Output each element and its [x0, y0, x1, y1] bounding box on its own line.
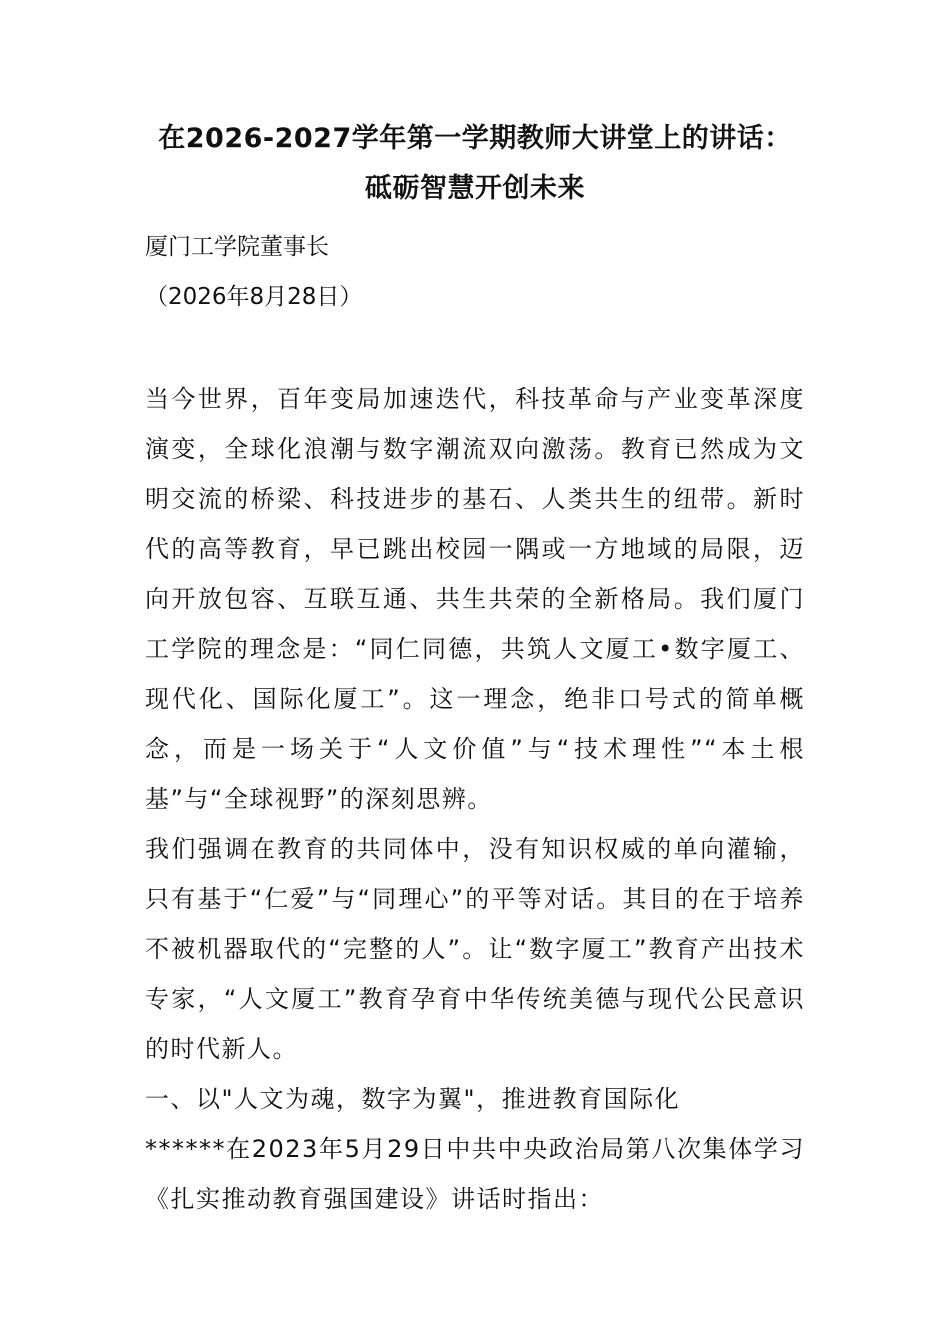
- body-paragraph-2: 我们强调在教育的共同体中，没有知识权威的单向灌输，只有基于“仁爱”与“同理心”的平等对话。其目的在于培养不被机器取代的“完整的人”。让“数字厦工”教育产出技术专家，“人文厦工”教育孕育中华传统美德与现代公民意识的时代新人。: [145, 835, 805, 1063]
- document-page: [145, 114, 805, 1224]
- date-line: （2026年8月28日）: [145, 284, 363, 310]
- body-paragraph-1: 当今世界，百年变局加速迭代，科技革命与产业变革深度演变，全球化浪潮与数字潮流双向激荡。教育已然成为文明交流的桥梁、科技进步的基石、人类共生的纽带。新时代的高等教育，早已跳出校园一隅或一方地域的局限，迈向开放包容、互联互通、共生共荣的全新格局。我们厦门工学院的理念是：“同仁同德，共筑人文厦工•数字厦工、现代化、国际化厦工”。这一理念，绝非口号式的简单概念，而是一场关于“人文价值”与“技术理性”“本土根基”与“全球视野”的深刻思辨。: [145, 385, 805, 813]
- author-line: 厦门工学院董事长: [145, 234, 329, 260]
- document-title: 在2026-2027学年第一学期教师大讲堂上的讲话：砥砺智慧开创未来: [158, 123, 792, 204]
- section-heading: 一、以"人文为魂，数字为翼"，推进教育国际化: [145, 1085, 681, 1113]
- blank-line: [145, 322, 805, 374]
- body-paragraph-3: ******在2023年5月29日中共中央政治局第八次集体学习《扎实推动教育强国建设》讲话时指出：: [145, 1135, 805, 1213]
